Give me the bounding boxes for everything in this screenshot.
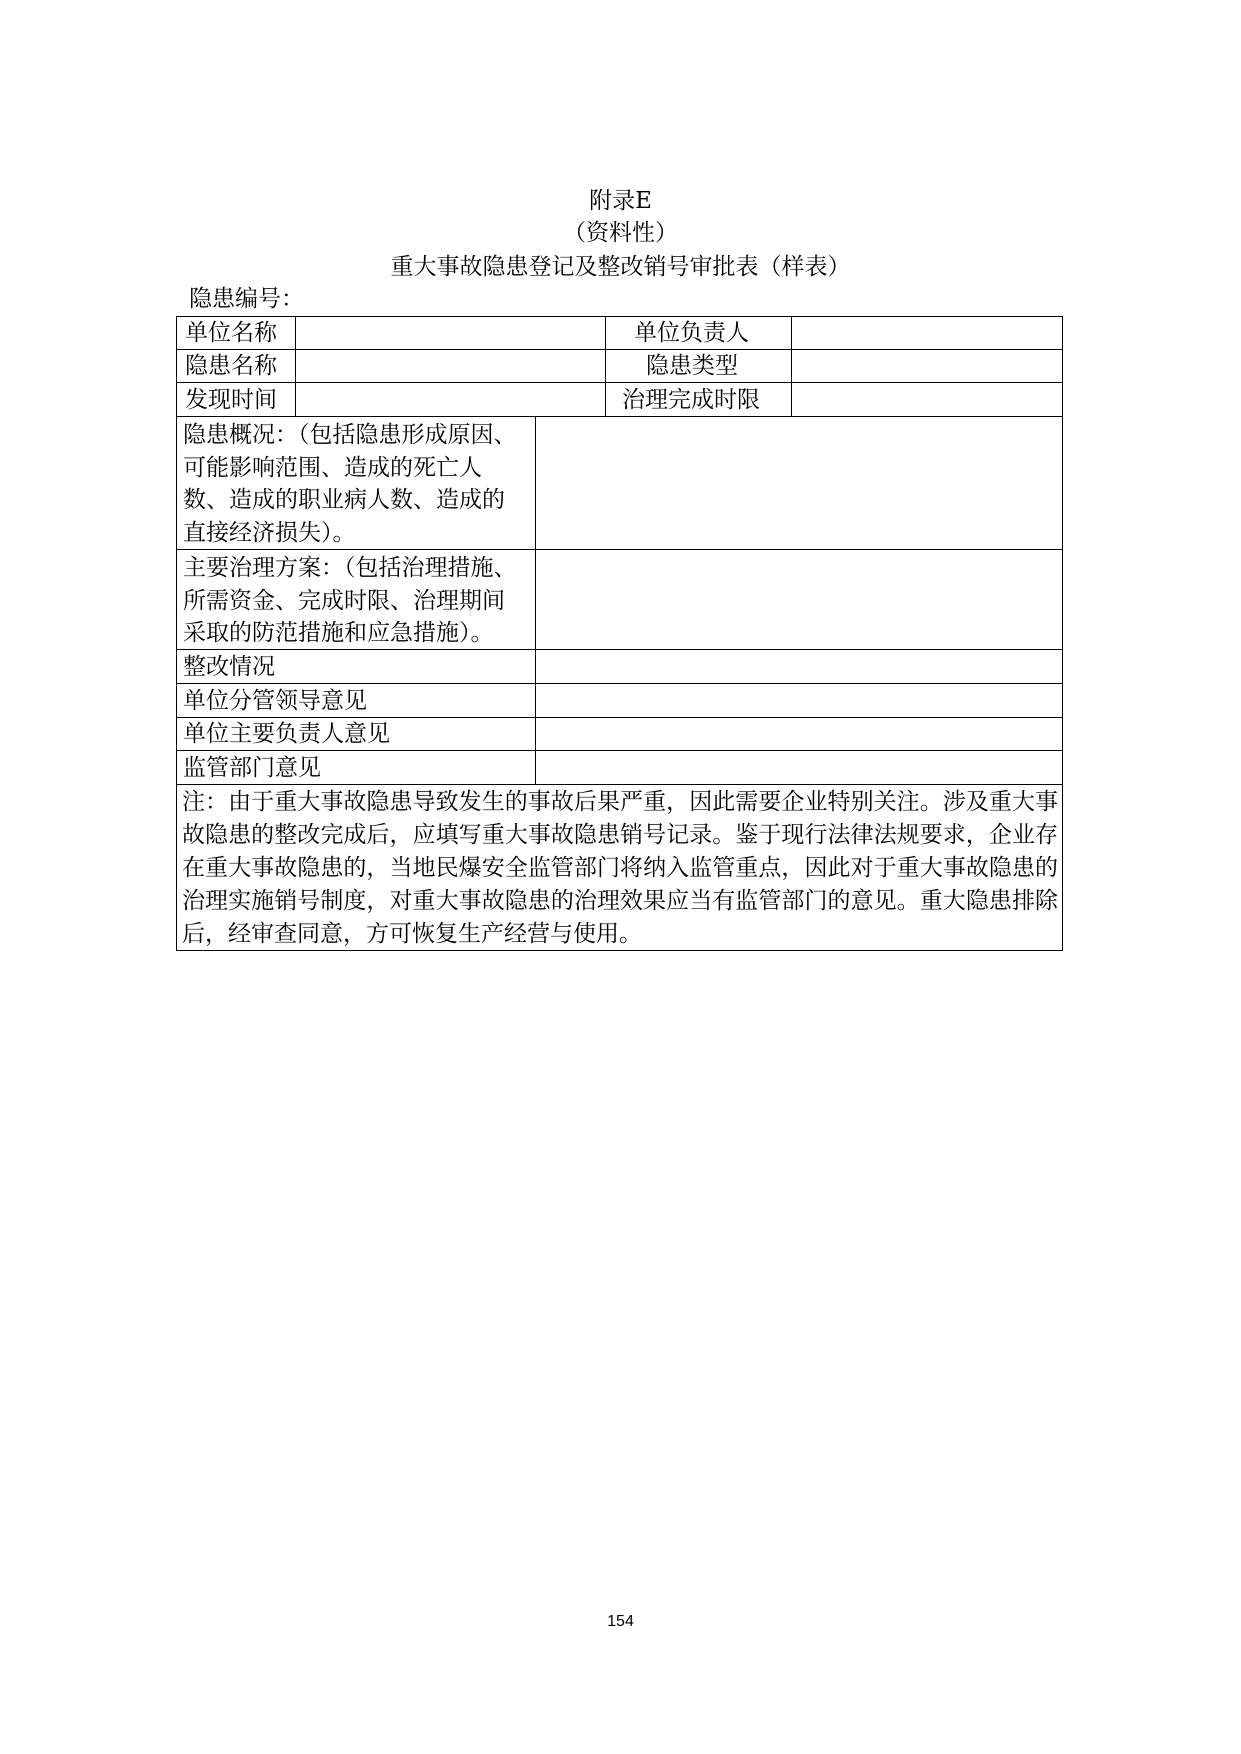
completion-deadline-field[interactable] — [791, 382, 1063, 417]
unit-principal-label: 单位负责人 — [634, 320, 749, 346]
rectification-field[interactable] — [535, 649, 1063, 684]
treatment-plan-label-cell — [176, 549, 536, 650]
treatment-plan-label-line: 采取的防范措施和应急措施）。 — [183, 620, 494, 646]
hazard-name-label: 隐患名称 — [185, 353, 277, 379]
unit-name-label-cell — [176, 316, 296, 350]
discovery-time-label-cell — [176, 382, 296, 417]
note-text: 注：由于重大事故隐患导致发生的事故后果严重，因此需要企业特别关注。涉及重大事故隐患的整改完成后，应填写重大事故隐患销号记录。鉴于现行法律法规要求，企业存在重大事故隐患的，当地民爆安全监管部门将纳入监管重点，因此对于重大事故隐患的治理实施销号制度，对重大事故隐患的治理效果应当有监管部门的意见。重大隐患排除后，经审查同意，方可恢复生产经营与使用。 — [182, 789, 1058, 947]
hazard-overview-label-line: 隐患概况：（包括隐患形成原因、 — [183, 422, 517, 448]
regulator-opinion-label: 监管部门意见 — [183, 755, 321, 781]
principal-opinion-label-cell — [176, 717, 536, 751]
discovery-time-field[interactable] — [295, 382, 606, 417]
hazard-type-label-cell — [605, 349, 792, 383]
hazard-serial-label: 隐患编号： — [189, 286, 304, 312]
treatment-plan-field[interactable] — [535, 549, 1063, 650]
page-number: 154 — [607, 1613, 634, 1630]
hazard-overview-label-line: 数、造成的职业病人数、造成的 — [183, 487, 505, 513]
unit-principal-field[interactable] — [791, 316, 1063, 350]
hazard-name-label-cell — [176, 349, 296, 383]
rectification-label-cell — [176, 649, 536, 684]
hazard-overview-field[interactable] — [535, 416, 1063, 550]
unit-name-label: 单位名称 — [185, 320, 277, 346]
hazard-overview-label-cell — [176, 416, 536, 550]
treatment-plan-label-line: 主要治理方案：（包括治理措施、 — [183, 555, 517, 581]
completion-deadline-label-cell — [605, 382, 792, 417]
hazard-overview-label-line: 可能影响范围、造成的死亡人 — [183, 455, 482, 481]
rectification-label: 整改情况 — [183, 654, 275, 680]
hazard-type-field[interactable] — [791, 349, 1063, 383]
completion-deadline-label: 治理完成时限 — [622, 387, 760, 413]
appendix-heading: 附录E — [589, 188, 652, 214]
unit-principal-label-cell — [605, 316, 792, 350]
leader-opinion-label-cell — [176, 683, 536, 718]
principal-opinion-field[interactable] — [535, 717, 1063, 751]
form-title: 重大事故隐患登记及整改销号审批表（样表） — [390, 254, 851, 280]
principal-opinion-label: 单位主要负责人意见 — [183, 721, 390, 747]
regulator-opinion-label-cell — [176, 750, 536, 785]
hazard-overview-label-line: 直接经济损失）。 — [183, 520, 356, 546]
appendix-nature: （资料性） — [563, 220, 678, 246]
unit-name-field[interactable] — [295, 316, 606, 350]
discovery-time-label: 发现时间 — [185, 387, 277, 413]
regulator-opinion-field[interactable] — [535, 750, 1063, 785]
hazard-type-label: 隐患类型 — [646, 353, 738, 379]
leader-opinion-label: 单位分管领导意见 — [183, 688, 367, 714]
leader-opinion-field[interactable] — [535, 683, 1063, 718]
treatment-plan-label-line: 所需资金、完成时限、治理期间 — [183, 588, 505, 614]
hazard-name-field[interactable] — [295, 349, 606, 383]
